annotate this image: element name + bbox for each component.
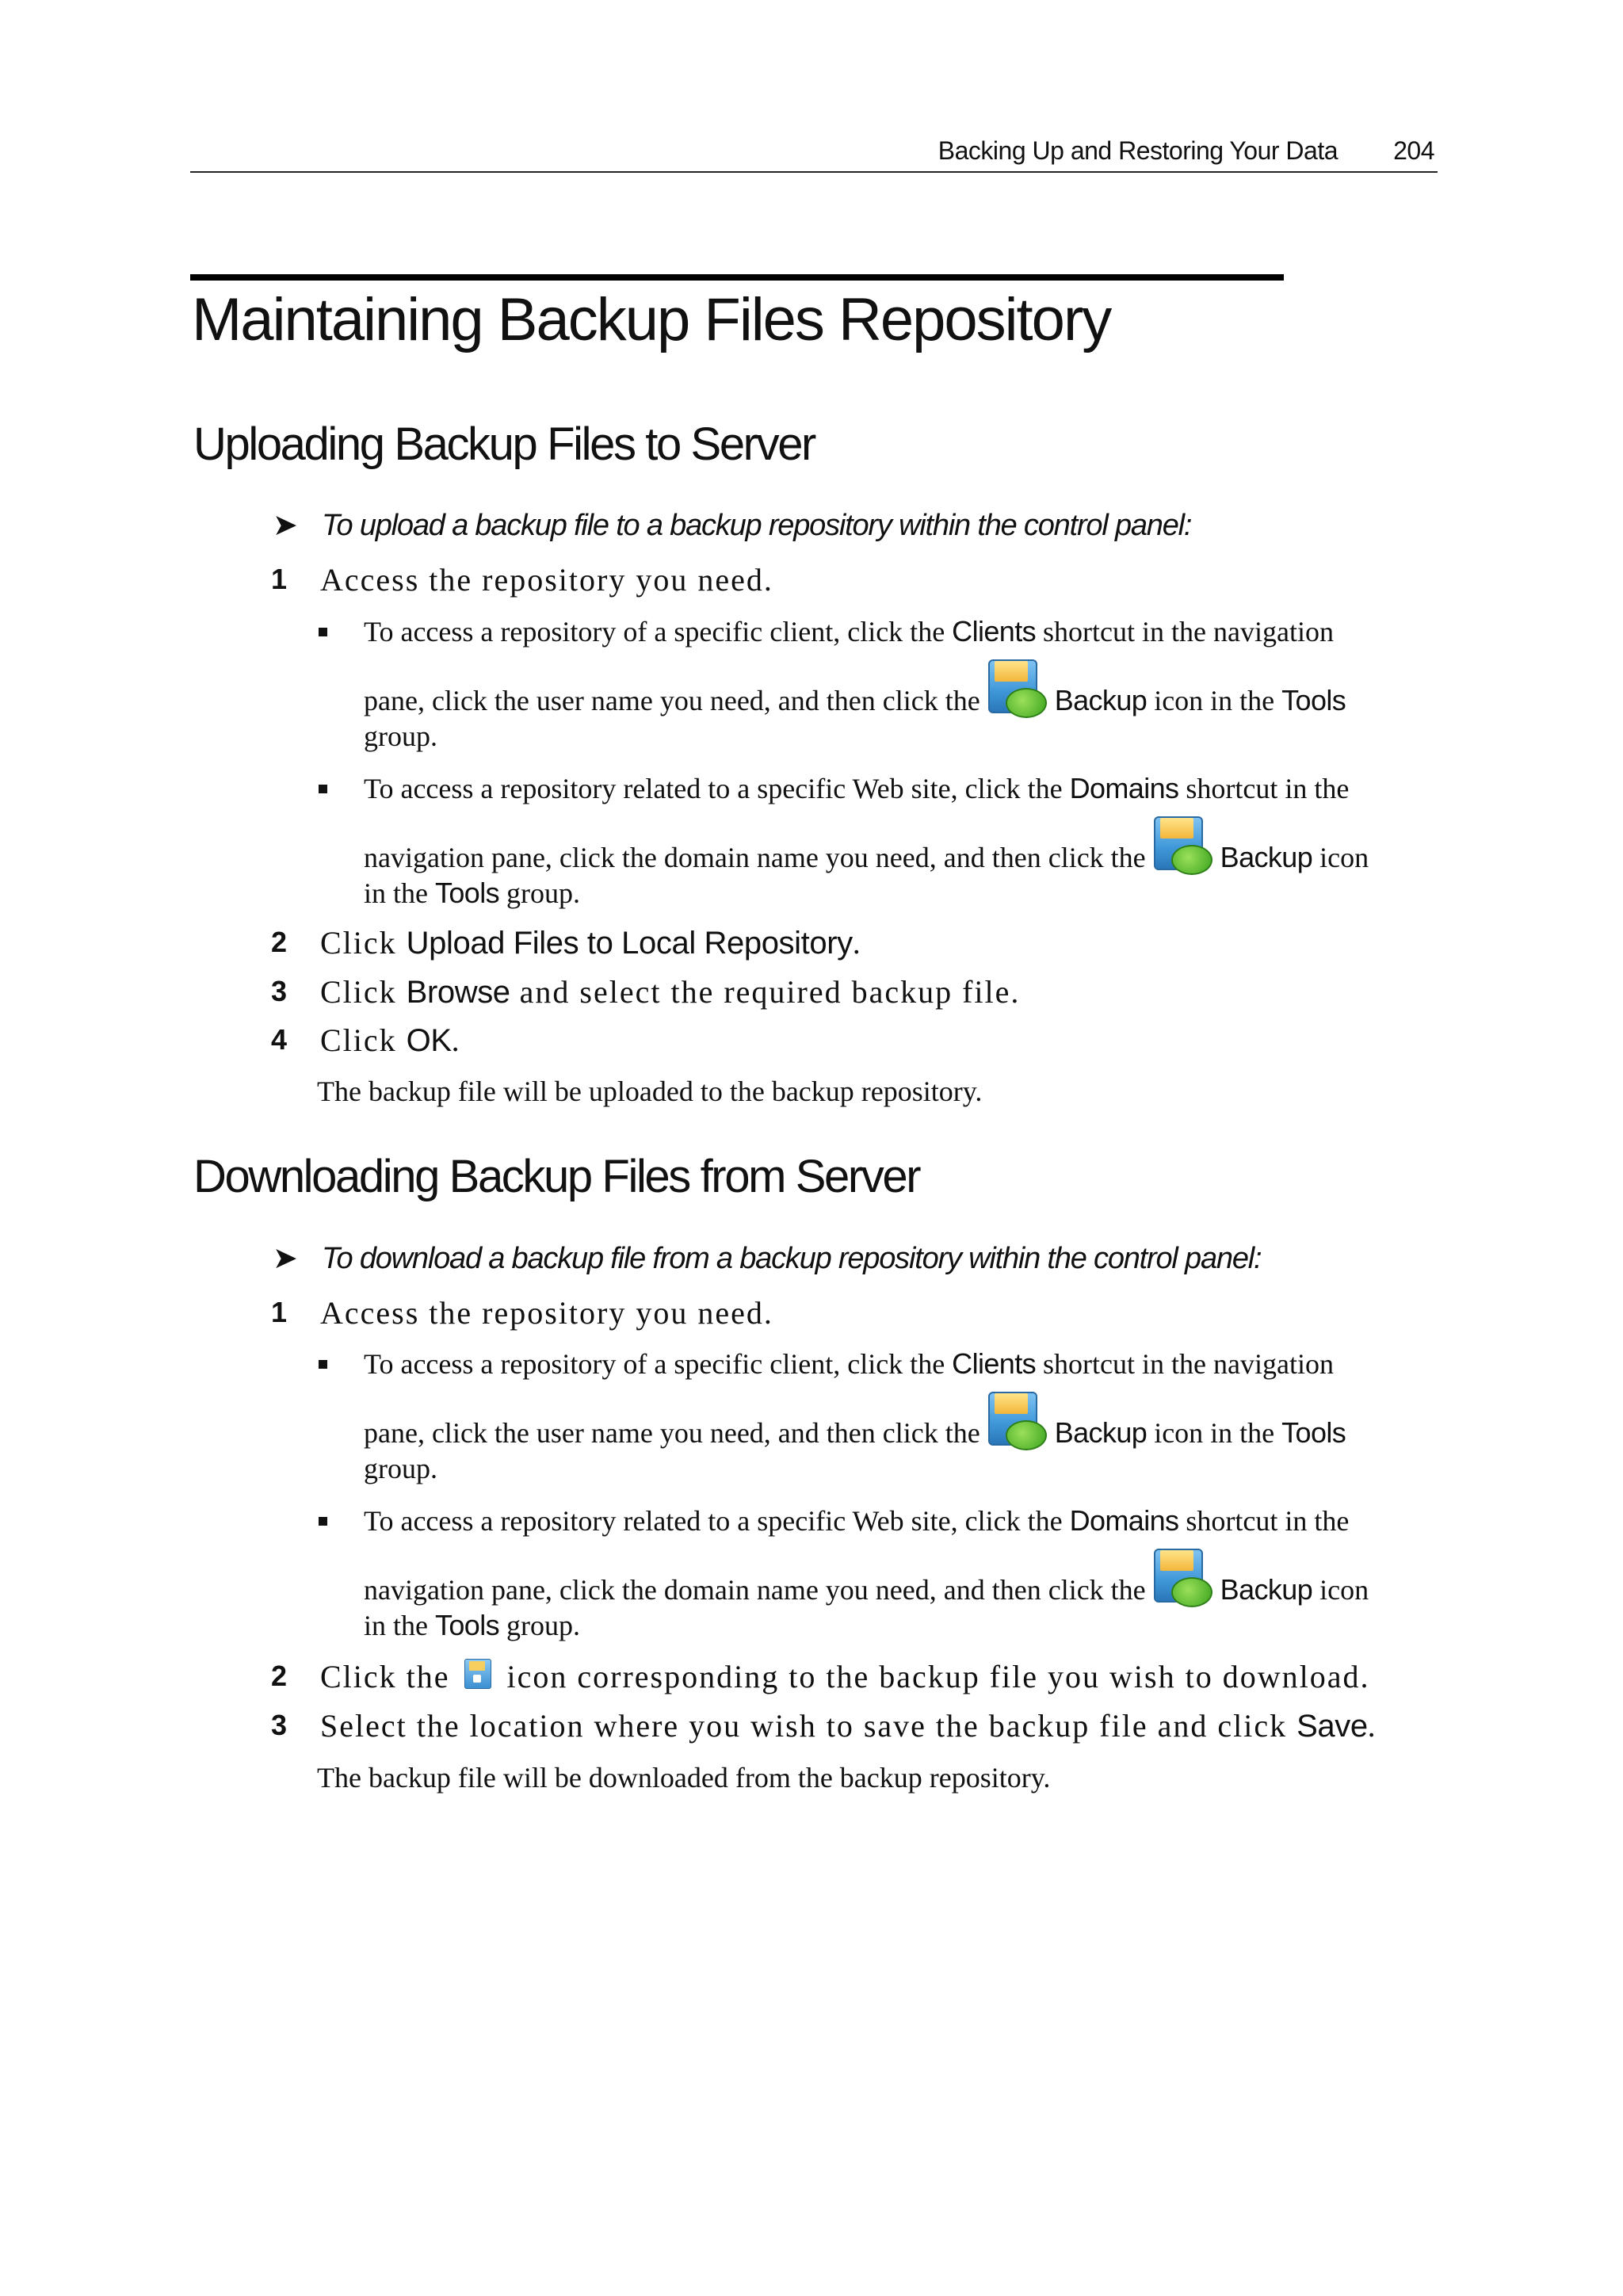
save-label: Save bbox=[1296, 1709, 1368, 1744]
clients-label: Clients bbox=[952, 615, 1037, 648]
bullet-text: group. bbox=[364, 720, 437, 752]
running-header bbox=[190, 133, 1438, 173]
step-number: 4 bbox=[271, 1023, 288, 1056]
chapter-rule bbox=[190, 274, 1284, 281]
procedure-heading-upload bbox=[273, 507, 1191, 543]
running-title: Backing Up and Restoring Your Data bbox=[938, 136, 1338, 165]
bullet-text: pane, click the user name you need, and then click the bbox=[364, 1417, 980, 1449]
result-note-upload: The backup file will be uploaded to the backup repository. bbox=[317, 1075, 983, 1107]
bullet-text: To access a repository of a specific client, click the bbox=[364, 1348, 953, 1380]
bullet-text: shortcut in the navigation bbox=[1036, 616, 1334, 648]
chapter-title: Maintaining Backup Files Repository bbox=[192, 286, 1111, 353]
procedure-text: To upload a backup file to a backup repository within the control panel: bbox=[322, 509, 1192, 542]
bullet-text: To access a repository related to a specific Web site, click the bbox=[364, 773, 1070, 804]
ok-label: OK bbox=[406, 1023, 452, 1058]
bullet-text: group. bbox=[499, 1610, 581, 1641]
step-text: Access the repository you need. bbox=[320, 562, 773, 598]
step-text: and select the required backup file. bbox=[510, 974, 1021, 1010]
bullet-text: pane, click the user name you need, and then click the bbox=[364, 685, 980, 716]
backup-label: Backup bbox=[1054, 684, 1148, 716]
tools-label: Tools bbox=[1281, 684, 1346, 716]
backup-icon bbox=[983, 656, 1048, 721]
backup-label: Backup bbox=[1220, 841, 1313, 873]
tools-label: Tools bbox=[434, 1609, 500, 1641]
bullet-text: group. bbox=[364, 1453, 437, 1484]
step-text: Select the location where you wish to save the backup file and click bbox=[320, 1708, 1297, 1744]
backup-icon bbox=[983, 1389, 1048, 1454]
backup-icon bbox=[1149, 813, 1214, 878]
bullet-text: navigation pane, click the domain name you need, and then click the bbox=[364, 1574, 1146, 1606]
step-number: 3 bbox=[271, 1709, 288, 1741]
section-title-download: Downloading Backup Files from Server bbox=[193, 1151, 920, 1202]
domains-label: Domains bbox=[1069, 1504, 1179, 1537]
backup-label: Backup bbox=[1220, 1573, 1313, 1606]
step-text: . bbox=[852, 925, 862, 961]
step-text: Click the bbox=[320, 1659, 460, 1694]
step-number: 2 bbox=[271, 1660, 288, 1692]
arrow-bullet-icon: ➤ bbox=[273, 509, 297, 542]
upload-files-label: Upload Files to Local Repository bbox=[406, 926, 853, 961]
bullet-text: To access a repository related to a specific Web site, click the bbox=[364, 1505, 1070, 1537]
bullet-text: To access a repository of a specific client, click the bbox=[364, 616, 953, 648]
tools-label: Tools bbox=[1281, 1416, 1346, 1449]
bullet-text: group. bbox=[499, 877, 581, 909]
backup-icon bbox=[1149, 1545, 1214, 1610]
bullet-text: in the bbox=[364, 1610, 435, 1641]
clients-label: Clients bbox=[952, 1347, 1037, 1380]
step-text: . bbox=[451, 1022, 461, 1058]
domains-label: Domains bbox=[1069, 772, 1179, 804]
result-note-download: The backup file will be downloaded from the backup repository. bbox=[317, 1762, 1051, 1794]
download-icon bbox=[463, 1659, 493, 1689]
bullet-text: shortcut in the navigation bbox=[1036, 1348, 1334, 1380]
browse-label: Browse bbox=[406, 975, 510, 1010]
square-bullet bbox=[319, 785, 327, 793]
section-title-upload: Uploading Backup Files to Server bbox=[193, 418, 815, 470]
bullet-text: navigation pane, click the domain name you need, and then click the bbox=[364, 842, 1146, 873]
square-bullet bbox=[319, 1517, 327, 1526]
backup-label: Backup bbox=[1054, 1416, 1148, 1449]
square-bullet bbox=[319, 628, 327, 636]
step-number: 3 bbox=[271, 975, 288, 1007]
bullet-text: icon bbox=[1312, 1574, 1369, 1606]
step-number: 1 bbox=[271, 1296, 288, 1328]
square-bullet bbox=[319, 1360, 327, 1369]
bullet-text: icon bbox=[1312, 842, 1369, 873]
bullet-text: icon in the bbox=[1147, 685, 1282, 716]
step-text: icon corresponding to the backup file you wish to download. bbox=[497, 1659, 1370, 1694]
bullet-text: shortcut in the bbox=[1178, 773, 1350, 804]
step-text: Click bbox=[320, 925, 407, 961]
arrow-bullet-icon: ➤ bbox=[273, 1242, 297, 1275]
bullet-text: shortcut in the bbox=[1178, 1505, 1350, 1537]
step-text: Click bbox=[320, 974, 407, 1010]
tools-label: Tools bbox=[434, 877, 500, 909]
procedure-heading-download bbox=[273, 1240, 1261, 1276]
bullet-text: in the bbox=[364, 877, 435, 909]
step-text: . bbox=[1367, 1708, 1377, 1744]
procedure-text: To download a backup file from a backup repository within the control panel: bbox=[322, 1242, 1262, 1275]
step-number: 1 bbox=[271, 563, 288, 595]
page-number: 204 bbox=[1393, 136, 1434, 165]
step-number: 2 bbox=[271, 926, 288, 958]
bullet-text: icon in the bbox=[1147, 1417, 1282, 1449]
step-text: Click bbox=[320, 1022, 407, 1058]
step-text: Access the repository you need. bbox=[320, 1295, 773, 1331]
